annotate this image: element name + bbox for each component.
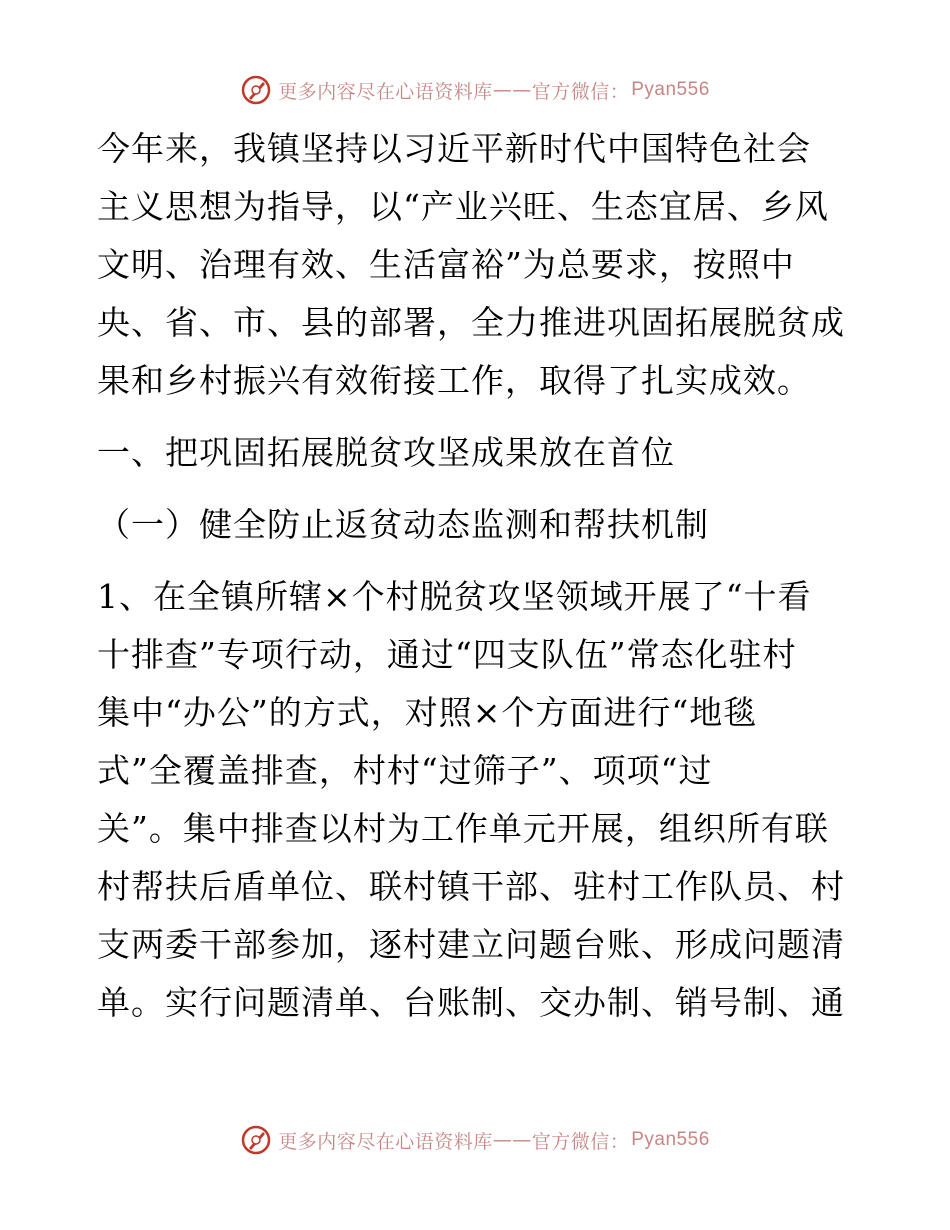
quill-logo-icon [240, 74, 272, 106]
watermark-dash: —— [492, 79, 532, 101]
watermark-site: 更多内容尽在心语资料库 [278, 1130, 493, 1153]
text-line: 关”。集中排查以村为工作单元开展，组织所有联 [97, 809, 829, 848]
item-1-paragraph [97, 568, 857, 1032]
text-line: 文明、治理有效、生活富裕”为总要求，按照中 [97, 245, 795, 284]
quill-logo-icon [240, 1124, 272, 1156]
watermark-footer [0, 1120, 950, 1160]
text-line: 主义思想为指导，以“产业兴旺、生态宜居、乡风 [97, 187, 829, 226]
text-line: 村帮扶后盾单位、联村镇干部、驻村工作队员、村 [97, 867, 845, 906]
watermark-header [0, 70, 950, 110]
watermark-account: Pyan556 [631, 79, 710, 100]
text-line: 央、省、市、县的部署，全力推进巩固拓展脱贫成 [97, 303, 845, 342]
text-line: 支两委干部参加，逐村建立问题台账、形成问题清 [97, 925, 845, 964]
watermark-dash: —— [492, 1129, 532, 1151]
text-line: 果和乡村振兴有效衔接工作，取得了扎实成效。 [97, 361, 811, 400]
section-heading: 一、把巩固拓展脱贫攻坚成果放在首位 [97, 433, 675, 472]
text-line: 十排查”专项行动，通过“四支队伍”常态化驻村 [97, 635, 797, 674]
watermark-label: 官方微信： [531, 1130, 630, 1153]
text-line: 式”全覆盖排查，村村“过筛子”、项项“过 [97, 751, 713, 790]
text-line: 集中“办公”的方式，对照×个方面进行“地毯 [97, 693, 758, 732]
subsection-heading: （一）健全防止返贫动态监测和帮扶机制 [97, 505, 709, 544]
text-line: 今年来，我镇坚持以习近平新时代中国特色社会 [97, 129, 811, 168]
text-line: 1、在全镇所辖×个村脱贫攻坚领域开展了“十看 [97, 577, 812, 616]
watermark-account: Pyan556 [631, 1129, 710, 1150]
text-line: 单。实行问题清单、台账制、交办制、销号制、通 [97, 983, 845, 1022]
watermark-site: 更多内容尽在心语资料库 [278, 80, 493, 103]
watermark-label: 官方微信： [531, 80, 630, 103]
intro-paragraph [97, 120, 857, 410]
document-body [97, 120, 857, 1032]
